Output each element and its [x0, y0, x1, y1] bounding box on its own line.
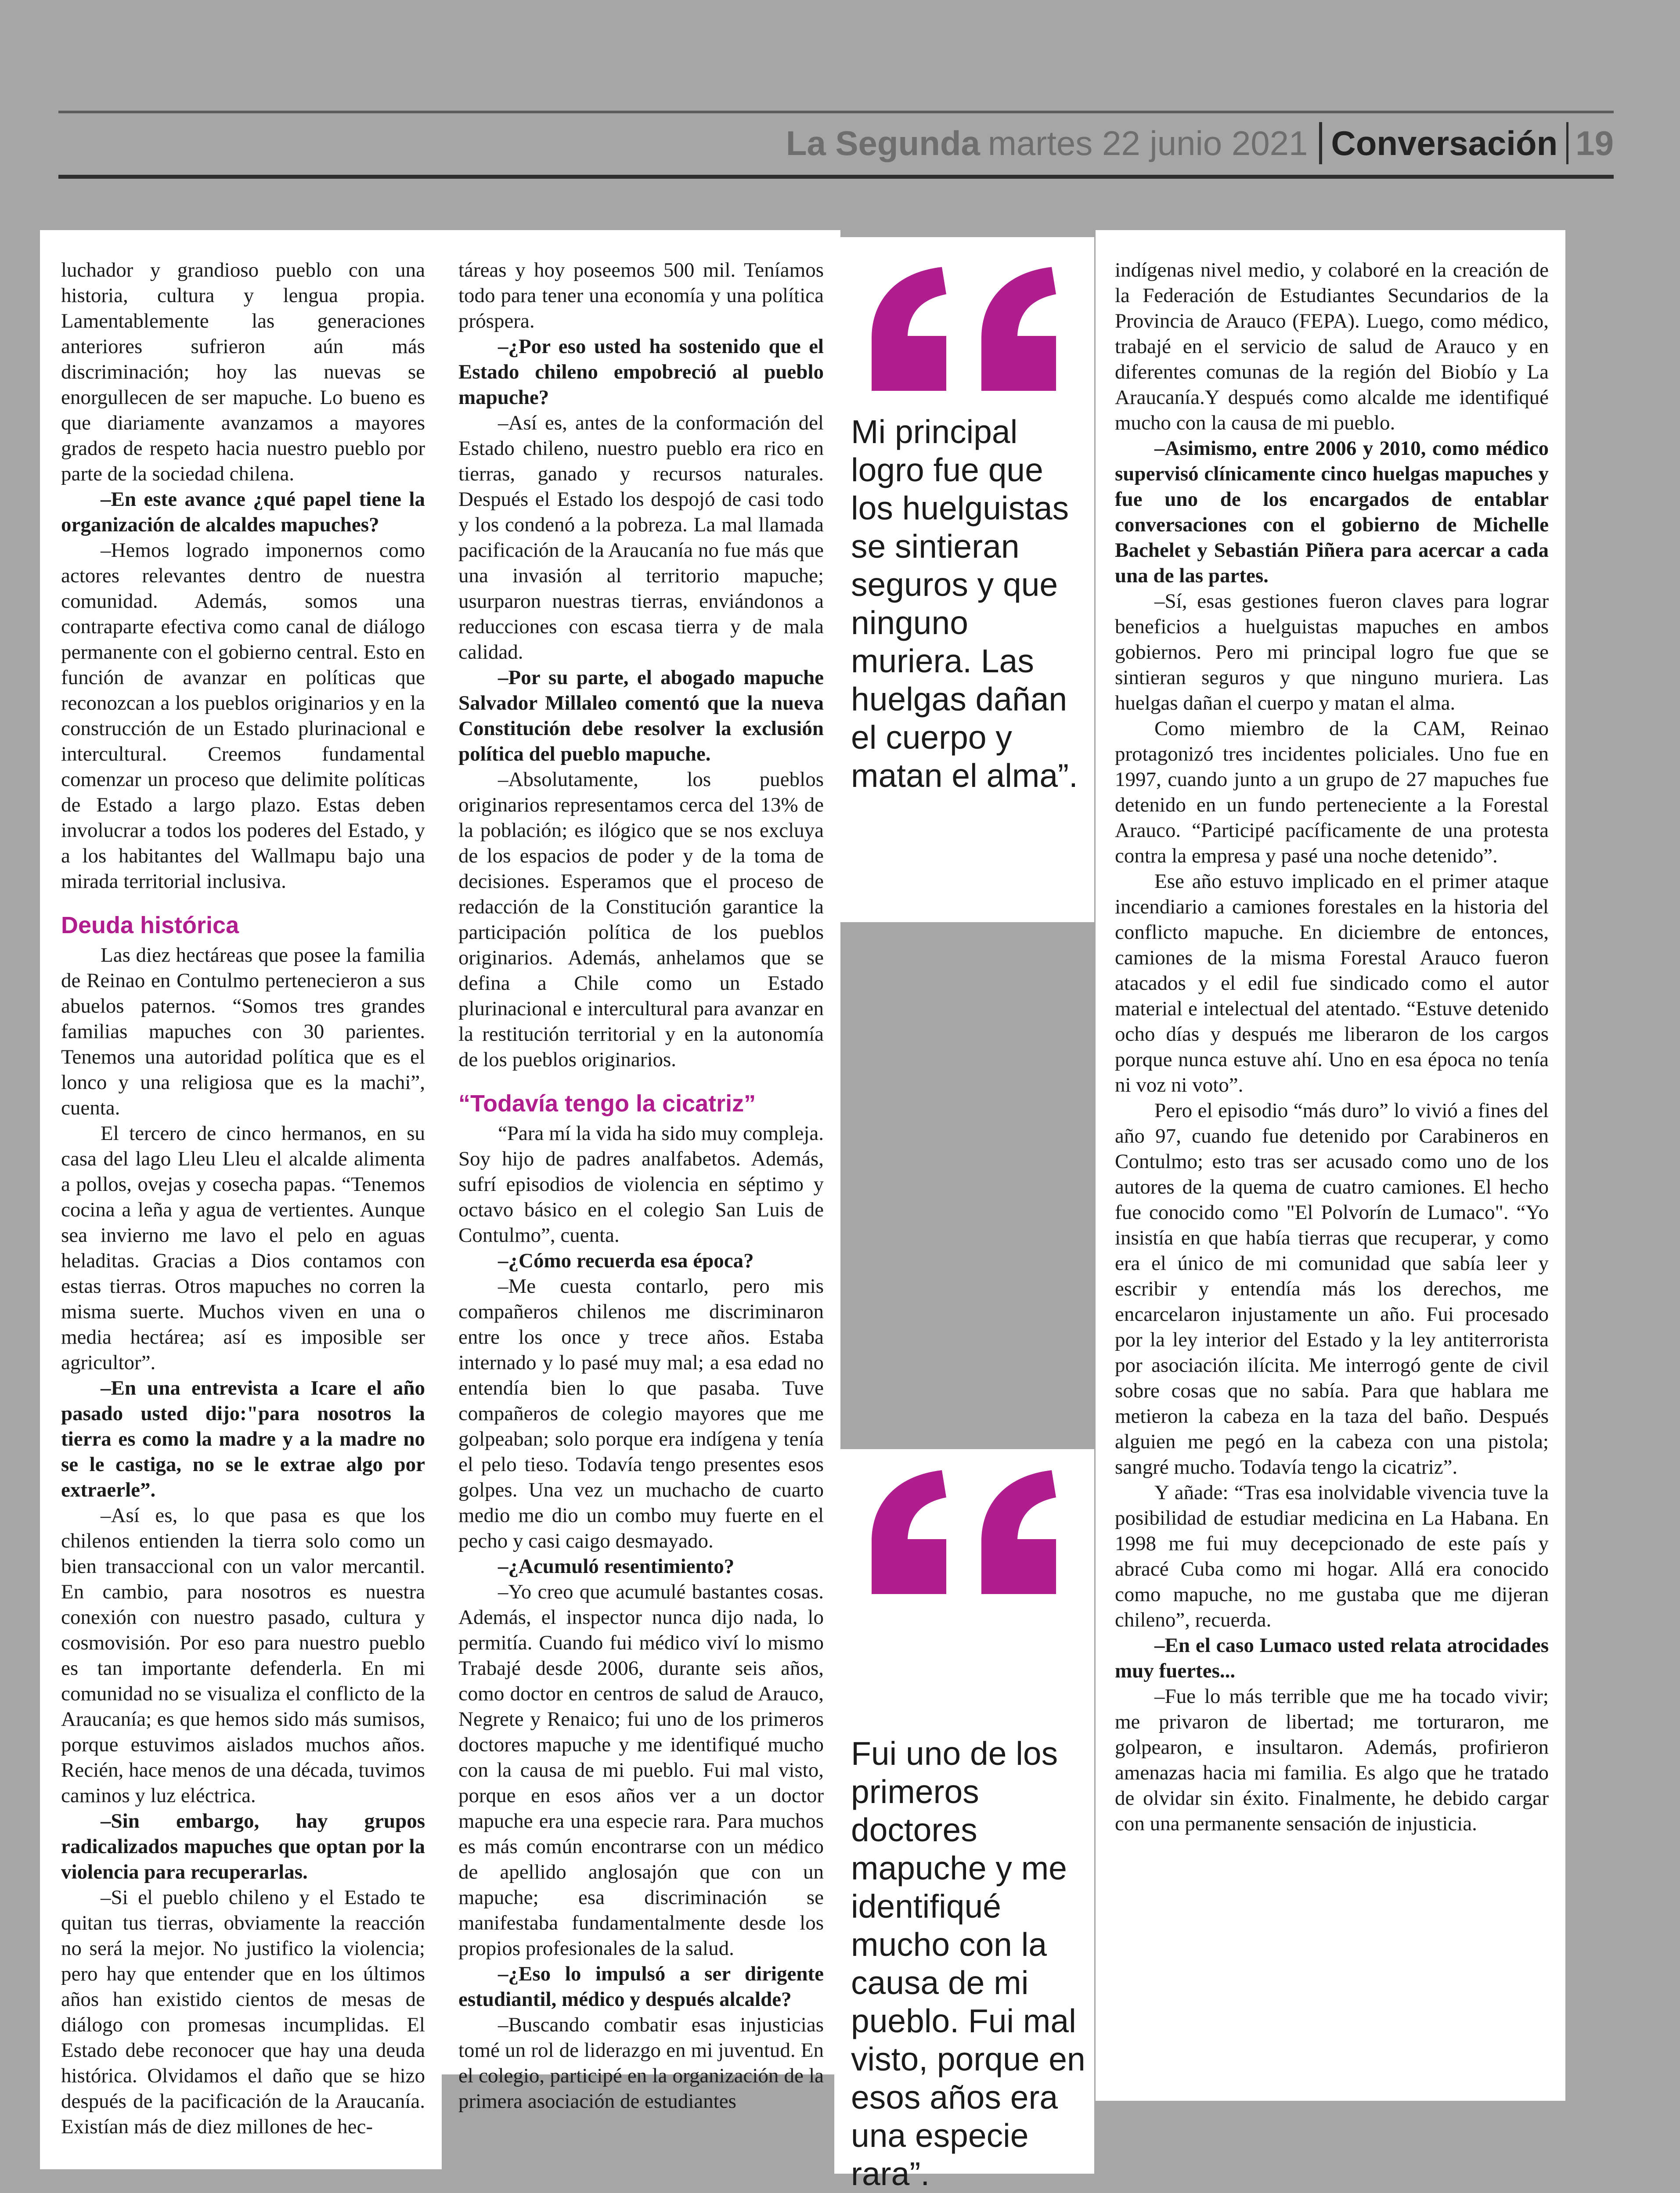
interview-question: –Asimismo, entre 2006 y 2010, como médico supervisó clínicamente cinco huelgas mapuches y fue uno de los encargados de entablar conversaciones con el gobierno de Michelle Bachelet y Sebastián Piñera para acercar a cada una de las partes.: [1115, 437, 1549, 587]
paragraph: indígenas nivel medio, y colaboré en la creación de la Federación de Estudiantes Secundarios de la Provincia de Arauco (FEPA). Luego, como médico, trabajé en el servicio de salud de Arauco y en diferentes comunas de la región del Biobío y La Araucanía.Y después como alcalde me identifiqué mucho con la causa de mi pueblo.: [1115, 259, 1549, 434]
interview-question: –¿Acumuló resentimiento?: [498, 1555, 735, 1578]
issue-date: martes 22 junio 2021: [988, 123, 1308, 162]
header-bottom-rule: [58, 175, 1614, 179]
paragraph: El tercero de cinco hermanos, en su casa del lago Lleu Lleu el alcalde alimenta a pollos, ovejas y cosecha papas. “Tenemos cocina a leña y agua de vertientes. Aunque sea invierno me lavo el pelo en aguas heladitas. Gracias a Dios contamos con estas tierras. Otros mapuches no corren la misma suerte. Muchos viven en una o media hectárea; así es imposible ser agricultor”.: [61, 1122, 425, 1374]
paragraph: Y añade: “Tras esa inolvidable vivencia tuve la posibilidad de estudiar medicina en La Habana. En 1998 me fui muy decepcionado de este país y abracé Cuba como mi hogar. Allá era conocido como mapuche, no me gustaba que me dijeran chileno”, recuerda.: [1115, 1481, 1549, 1631]
header-top-rule: [58, 111, 1614, 113]
open-quote-icon: [851, 263, 1085, 395]
open-quote-icon: [851, 1467, 1085, 1598]
newspaper-name: La Segunda: [786, 123, 980, 162]
paragraph: “Para mí la vida ha sido muy compleja. Soy hijo de padres analfabetos. Además, sufrí episodios de violencia en séptimo y octavo básico en el colegio San Luis de Contulmo”, cuenta.: [458, 1122, 824, 1247]
paragraph: Las diez hectáreas que posee la familia de Reinao en Contulmo pertenecieron a sus abuelos paternos. “Somos tres grandes familias mapuches con 30 parientes. Tenemos una autoridad política que es el lonco y una religiosa que es la machi”, cuenta.: [61, 944, 425, 1119]
interview-question: –En este avance ¿qué papel tiene la organización de alcaldes mapuches?: [61, 488, 425, 536]
interview-question: –En el caso Lumaco usted relata atrocidades muy fuertes...: [1115, 1634, 1549, 1682]
interview-question: –Sin embargo, hay grupos radicalizados mapuches que optan por la violencia para recuperarlas.: [61, 1810, 425, 1883]
paragraph: –Hemos logrado imponernos como actores relevantes dentro de nuestra comunidad. Además, somos una contraparte efectiva como canal de diálogo permanente con el gobierno central. Esto en función de avanzar en políticas que reconozcan a los pueblos originarios y en la construcción de un Estado plurinacional e intercultural. Creemos fundamental comenzar un proceso que delimite políticas de Estado a largo plazo. Estas deben involucrar a todos los poderes del Estado, y a los habitantes del Wallmapu bajo una mirada territorial inclusiva.: [61, 539, 425, 893]
section-name: Conversación: [1331, 123, 1558, 162]
interview-question: –Por su parte, el abogado mapuche Salvador Millaleo comentó que la nueva Constitución debe resolver la exclusión política del pueblo mapuche.: [458, 666, 824, 765]
article-column-3: [1096, 230, 1565, 2101]
paragraph: Ese año estuvo implicado en el primer ataque incendiario a camiones forestales en la historia del conflicto mapuche. En diciembre de entonces, camiones de la misma Forestal Arauco fueron atacados y el edil fue sindicado como el autor material e intelectual del atentado. “Estuve detenido ocho días y después me liberaron de los cargos porque nunca estuve ahí. Uno en esa época no tenía ni voz ni voto”.: [1115, 870, 1549, 1096]
interview-question: –¿Eso lo impulsó a ser dirigente estudiantil, médico y después alcalde?: [458, 1962, 824, 2011]
masthead-divider: [1566, 122, 1568, 164]
paragraph: –Me cuesta contarlo, pero mis compañeros chilenos me discriminaron entre los once y trece años. Estaba internado y lo pasé muy mal; a esa edad no entendía bien lo que pasaba. Tuve compañeros de colegio mayores que me golpeaban; solo porque era indígena y tenía el pelo tieso. Todavía tengo presentes esos golpes. Una vez un muchacho de cuarto medio me dio un combo muy fuerte en el pecho y casi caigo desmayado.: [458, 1275, 824, 1552]
article-column-1: [40, 230, 442, 2169]
paragraph: –Si el pueblo chileno y el Estado te quitan tus tierras, obviamente la reacción no será la mejor. No justifico la violencia; pero hay que entender que en los últimos años han existido cientos de mesas de diálogo con promesas incumplidas. El Estado debe reconocer que hay una deuda histórica. Olvidamos el daño que se hizo después de la pacificación de la Araucanía. Existían más de diez millones de hec-: [61, 1886, 425, 2138]
pull-quote-1: [834, 237, 1094, 922]
subheading: “Todavía tengo la cicatriz”: [458, 1090, 756, 1117]
paragraph: Pero el episodio “más duro” lo vivió a fines del año 97, cuando fue detenido por Carabineros en Contulmo; esto tras ser acusado como uno de los autores de la quema de cuatro camiones. El hecho fue conocido como "El Polvorín de Lumaco". “Yo insistía en que había tierras que recuperar, y como era el único de mi comunidad que sabía leer y escribir y entendía más los derechos, me encarcelaron injustamente un año. Fui procesado por la ley interior del Estado y la ley antiterrorista por asociación ilícita. Me interrogó gente de civil sobre cosas que no sabía. Para que hablara me metieron la cabeza en la taza del baño. Después alguien me pegó en la cabeza con una pistola; sangré mucho. Todavía tengo la cicatriz”.: [1115, 1099, 1549, 1479]
paragraph: –Buscando combatir esas injusticias tomé un rol de liderazgo en mi juventud. En el colegio, participé en la organización de la primera asociación de estudiantes: [458, 2013, 824, 2113]
pull-quote-2: [834, 1449, 1094, 2192]
interview-question: –En una entrevista a Icare el año pasado usted dijo:"para nosotros la tierra es como la madre y a la madre no se le castiga, no se le extrae algo por extraerle”.: [61, 1377, 425, 1501]
paragraph: –Así es, antes de la conformación del Estado chileno, nuestro pueblo era rico en tierras, ganado y recursos naturales. Después el Estado los despojó de casi todo y los condenó a la pobreza. La mal llamada pacificación de la Araucanía no fue más que una invasión al territorio mapuche; usurparon nuestras tierras, enviándonos a reducciones con escasa tierra y de mala calidad.: [458, 411, 824, 664]
paragraph: luchador y grandioso pueblo con una historia, cultura y lengua propia. Lamentablemente las generaciones anteriores sufrieron aún más discriminación; hoy las nuevas se enorgullecen de ser mapuche. Lo bueno es que diariamente avanzamos a mayores grados de respeto hacia nuestro pueblo por parte de la sociedad chilena.: [61, 259, 425, 485]
masthead: [659, 115, 1614, 171]
interview-question: –¿Cómo recuerda esa época?: [498, 1249, 754, 1272]
subheading: Deuda histórica: [61, 912, 239, 938]
paragraph: –Fue lo más terrible que me ha tocado vivir; me privaron de libertad; me torturaron, me golpearon, e insultaron. Además, profirieron amenazas hacia mi familia. Es algo que he tratado de olvidar sin éxito. Finalmente, he debido cargar con una permanente sensación de injusticia.: [1115, 1685, 1549, 1835]
pull-quote-text: Fui uno de los primeros doctores mapuche y me identifiqué mucho con la causa de mi pueblo. Fui mal visto, porque en esos años era una especie rara”.: [851, 1735, 1085, 2192]
page-number: 19: [1575, 123, 1614, 162]
paragraph: Como miembro de la CAM, Reinao protagonizó tres incidentes policiales. Uno fue en 1997, cuando junto a un grupo de 27 mapuches fue detenido en un fundo perteneciente a la Forestal Arauco. “Participé pacíficamente de una protesta contra la empresa y pasé una noche detenido”.: [1115, 717, 1549, 867]
masthead-divider: [1319, 122, 1322, 164]
paragraph: –Sí, esas gestiones fueron claves para lograr beneficios a huelguistas mapuches en ambos gobiernos. Pero mi principal logro fue que se sintieran seguros y que ninguno muriera. Las huelgas dañan el cuerpo y matan el alma.: [1115, 590, 1549, 714]
paragraph: –Absolutamente, los pueblos originarios representamos cerca del 13% de la población; es ilógico que se nos excluya de los espacios de poder y de la toma de decisiones. Esperamos que el proceso de redacción de la Constitución garantice la participación política de los pueblos originarios. Además, anhelamos que se defina a Chile como un Estado plurinacional e intercultural para avanzar en la restitución territorial y en la autonomía de los pueblos originarios.: [458, 768, 824, 1071]
paragraph: –Así es, lo que pasa es que los chilenos entienden la tierra solo como un bien transaccional con un valor mercantil. En cambio, para nosotros es nuestra conexión con nuestro pasado, cultura y cosmovisión. Por eso para nuestro pueblo es tan importante defenderla. En mi comunidad no se visualiza el conflicto de la Araucanía; es que hemos sido más sumisos, porque estuvimos aislados muchos años. Recién, hace menos de una década, tuvimos caminos y luz eléctrica.: [61, 1504, 425, 1807]
article-column-2: [442, 230, 840, 2113]
pull-quote-text: Mi principal logro fue que los huelguistas se sintieran seguros y que ninguno muriera. Las huelgas dañan el cuerpo y matan el alma”.: [851, 413, 1078, 794]
paragraph: –Yo creo que acumulé bastantes cosas. Además, el inspector nunca dijo nada, lo permitía. Cuando fui médico viví lo mismo Trabajé desde 2006, durante seis años, como doctor en centros de salud de Arauco, Negrete y Renaico; fui uno de los primeros doctores mapuche y me identifiqué mucho con la causa de mi pueblo. Fui mal visto, porque en esos años ver a un doctor mapuche era una especie rara. Para muchos es más común encontrarse con un médico de apellido anglosajón que con un mapuche; esa discriminación se manifestaba fundamentalmente desde los propios profesionales de la salud.: [458, 1580, 824, 1960]
interview-question: –¿Por eso usted ha sostenido que el Estado chileno empobreció al pueblo mapuche?: [458, 335, 824, 409]
paragraph: táreas y hoy poseemos 500 mil. Teníamos todo para tener una economía y una política próspera.: [458, 259, 824, 332]
